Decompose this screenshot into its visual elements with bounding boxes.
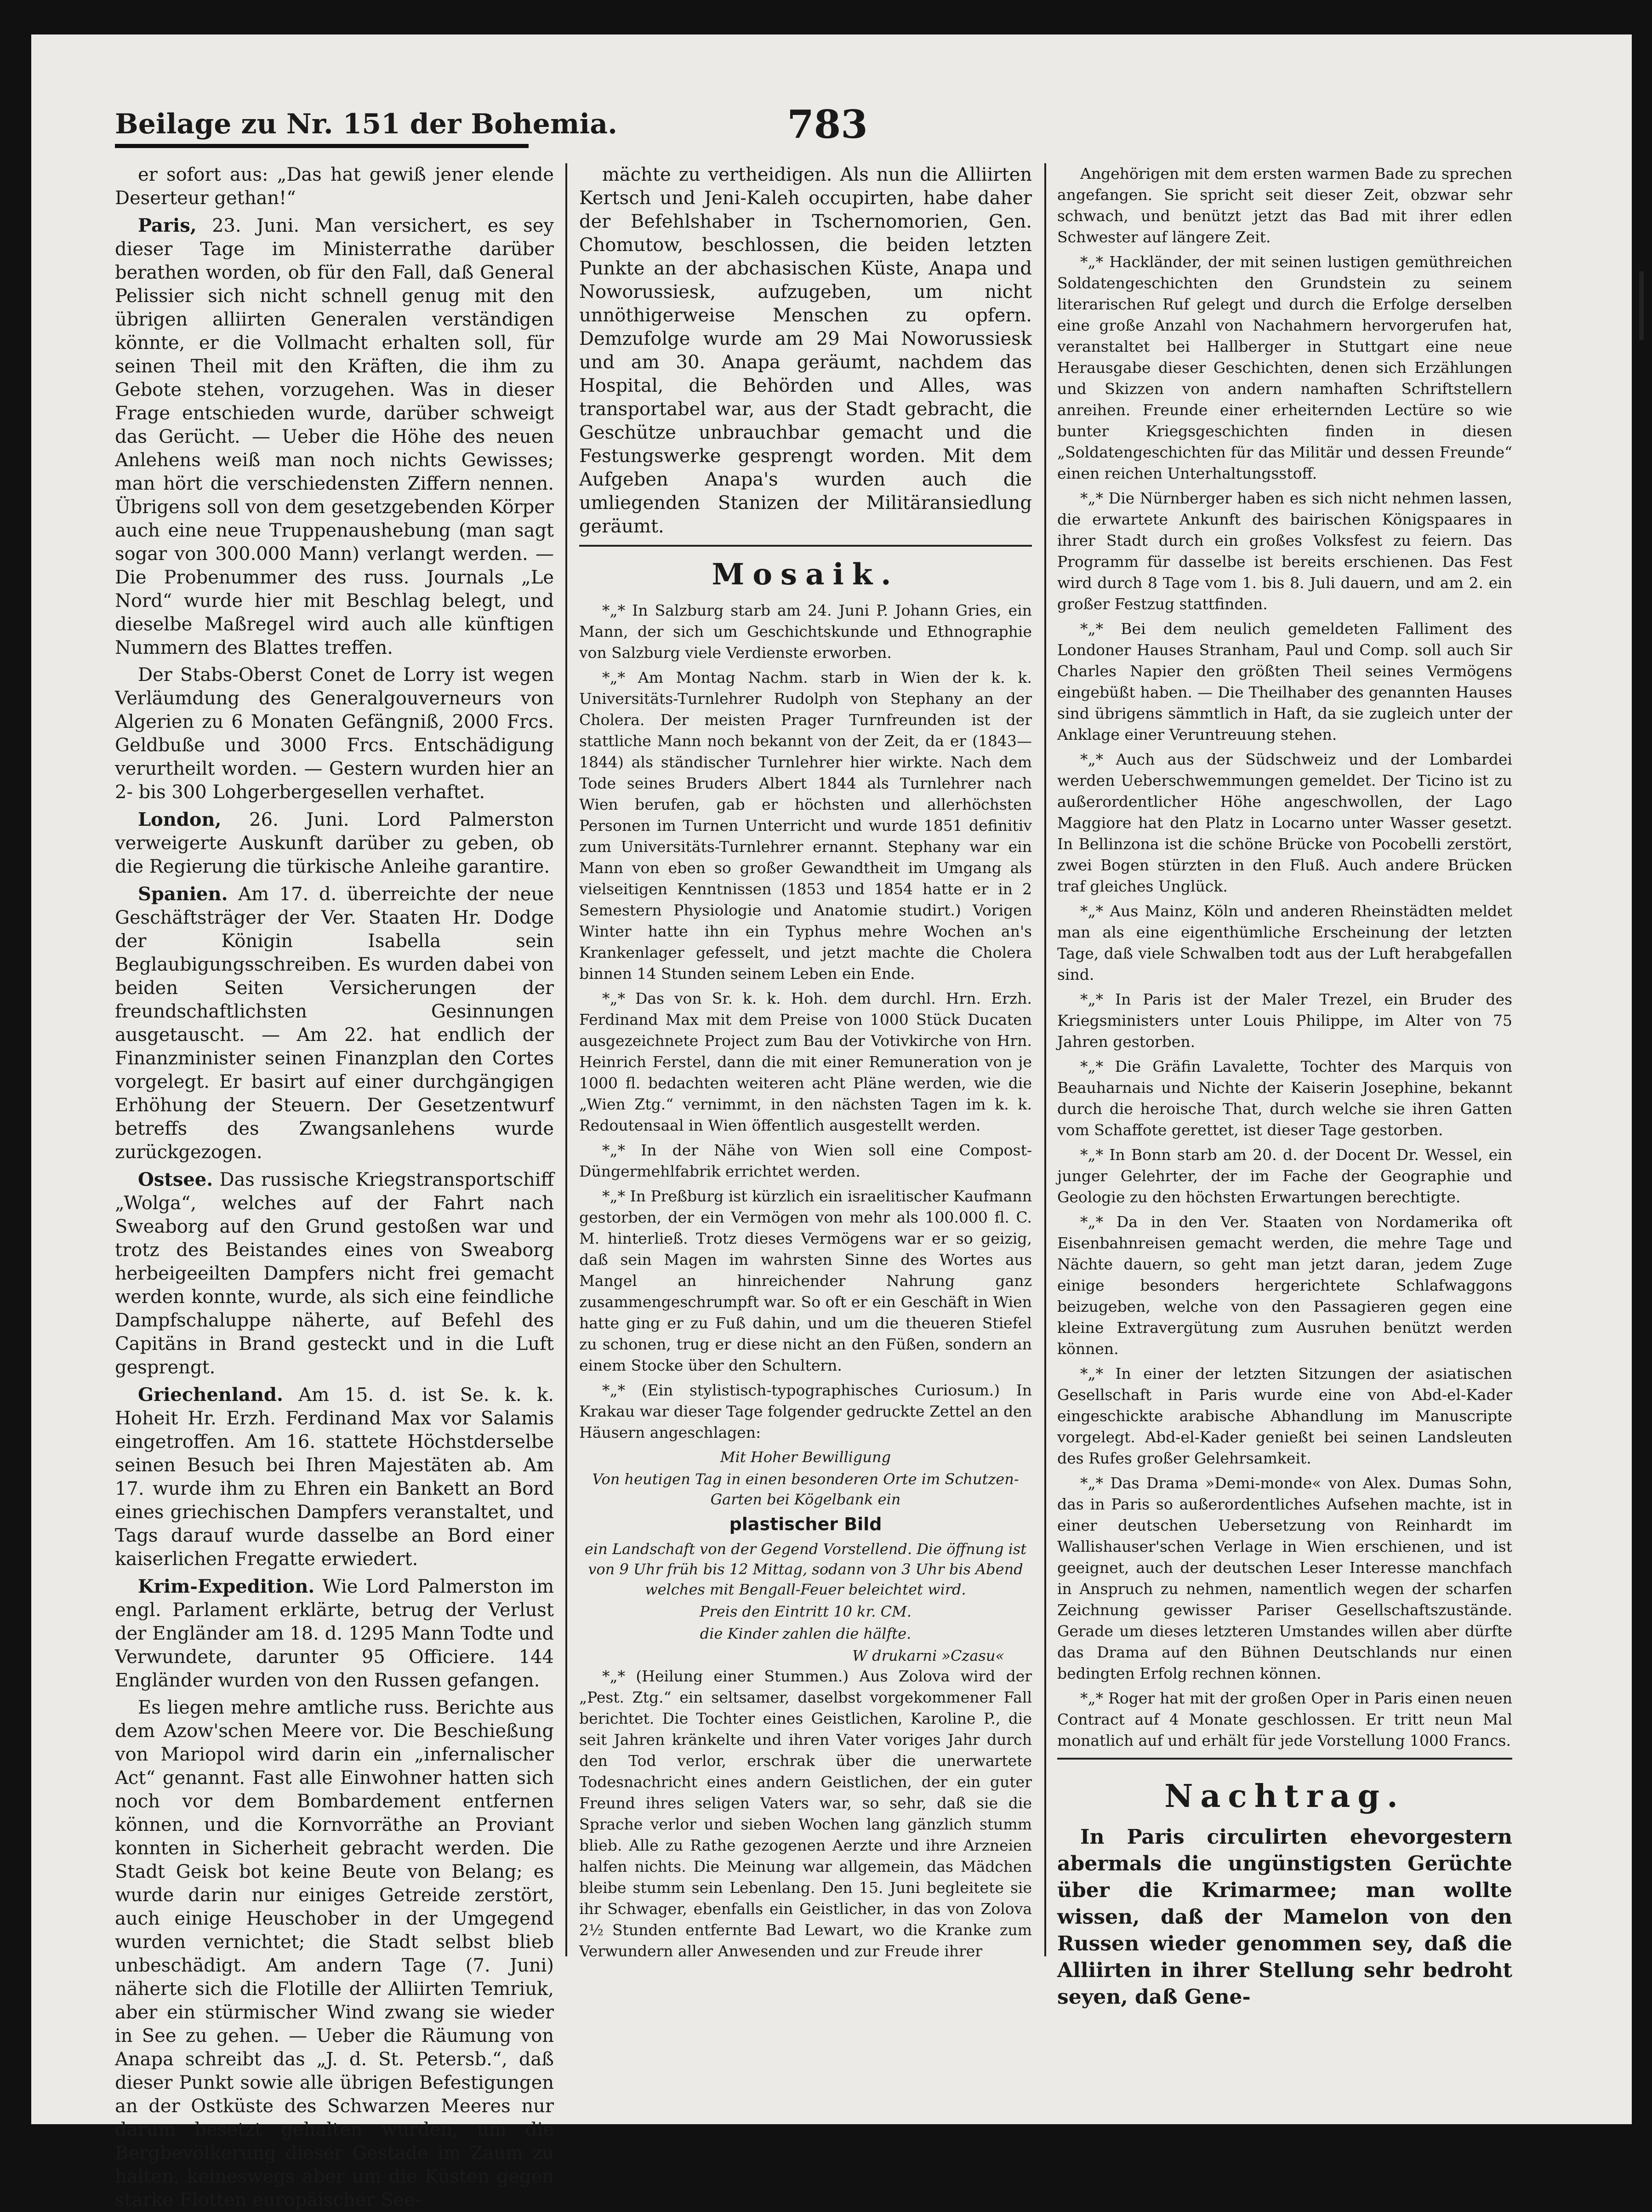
article-london: London, 26. Juni. Lord Palmerston verweigerte Auskunft darüber zu geben, ob die Regierung die türkische Anleihe garantire.	[115, 809, 554, 877]
column-rule	[565, 163, 567, 1956]
page-number: 783	[787, 102, 868, 147]
notice-signature: W drukarni »Czasu«	[852, 1647, 1004, 1664]
news-item: *„* In Salzburg starb am 24. Juni P. Johann Gries, ein Mann, der sich um Geschichtskunde und Ethnographie von Salzburg viele Verdienste erworben.	[579, 601, 1032, 662]
news-item: *„* (Ein stylistisch-typographisches Curiosum.) In Krakau war dieser Tage folgender gedruckte Zettel an den Häusern angeschlagen:	[579, 1381, 1032, 1441]
newspaper-page	[115, 99, 1512, 2211]
news-item: *„* Auch aus der Südschweiz und der Lombardei werden Ueberschwemmungen gemeldet. Der Ticino ist zu außerordentlicher Höhe angeschwollen, der Lago Maggiore hat den Platz in Locarno unter Wasser gesetzt. In Bellinzona ist die schöne Brücke von Pocobelli zerstört, zwei Bogen stürzten in den Fluß. Auch andere Brücken traf gleiches Unglück.	[1057, 750, 1512, 895]
news-item: *„* In der Nähe von Wien soll eine Compost-Düngermehlfabrik errichtet werden.	[579, 1141, 1032, 1180]
article-griechenland: Griechenland. Am 15. d. ist Se. k. k. Hoheit Hr. Erzh. Ferdinand Max vor Salamis eingetroffen. Am 16. stattete Höchstderselbe seinen Besuch bei Ihren Majestäten ab. Am 17. wurde ihm zu Ehren ein Bankett an Bord eines griechischen Dampfers veranstaltet, und Tags darauf wurde dasselbe an Bord einer kaiserlichen Fregatte erwiedert.	[115, 1384, 554, 1570]
section-title-nachtrag: Nachtrag.	[1164, 1778, 1405, 1815]
notice-line: Preis den Eintritt 10 kr. CM.	[699, 1603, 912, 1620]
scan-edge-mark	[1639, 271, 1644, 340]
news-item: *„* Aus Mainz, Köln und anderen Rheinstädten meldet man als eine eigenthümliche Erscheinung der letzten Tage, daß viele Schwalben todt aus der Luft herabgefallen sind.	[1057, 902, 1512, 983]
nachtrag-text: In Paris circulirten ehevorgestern abermals die ungünstigsten Gerüchte über die Krimarmee; man wollte wissen, daß der Mamelon von den Russen wieder genommen sey, daß die Alliirten in ihrer Stellung sehr bedroht seyen, daß Gene-	[1057, 1825, 1512, 2009]
page-header	[115, 99, 1512, 154]
article-spanien: Spanien. Am 17. d. überreichte der neue Geschäftsträger der Ver. Staaten Hr. Dodge der Königin Isabella sein Beglaubigungsschreiben. Es wurden dabei von beiden Seiten Versicherungen der freundschaftlichsten Gesinnungen ausgetauscht. — Am 22. hat endlich der Finanzminister seinen Finanzplan den Cortes vorgelegt. Er basirt auf einer durchgängigen Erhöhung der Steuern. Der Gesetzentwurf betreffs des Zwangsanlehens wurde zurückgezogen.	[115, 883, 554, 1163]
news-item: *„* In Paris ist der Maler Trezel, ein Bruder des Kriegsministers unter Louis Philippe, im Alter von 75 Jahren gestorben.	[1057, 990, 1512, 1051]
news-item: *„* In Bonn starb am 20. d. der Docent Dr. Wessel, ein junger Gelehrter, der im Fache der Geographie und Geologie zu den höchsten Erwartungen berechtigte.	[1057, 1146, 1512, 1206]
article-paragraph: er sofort aus: „Das hat gewiß jener elende Deserteur gethan!“	[115, 164, 554, 209]
mosaik-section	[579, 600, 1032, 1962]
dateline: Griechenland.	[138, 1384, 283, 1406]
notice-line: die Kinder zahlen die hälfte.	[700, 1625, 911, 1642]
article-paragraph: mächte zu vertheidigen. Als nun die Alliirten Kertsch und Jeni-Kaleh occupirten, habe daher der Befehlshaber in Tschernomorien, Gen. Chomutow, beschlossen, die beiden letzten Punkte an der abchasischen Küste, Anapa und Noworussiesk, aufzugeben, um nicht unnöthigerweise Menschen zu opfern. Demzufolge wurde am 29 Mai Noworussiesk und am 30. Anapa geräumt, nachdem das Hospital, die Behörden und Alles, was transportabel war, aus der Stadt gebracht, die Geschütze unbrauchbar gemacht und die Festungswerke gesprengt worden. Mit dem Aufgeben Anapa's wurden auch die umliegenden Stanizen der Militäransiedlung geräumt.	[579, 164, 1032, 537]
article-ostsee: Ostsee. Das russische Kriegstransportschiff „Wolga“, welches auf der Fahrt nach Sweaborg auf den Grund gestoßen war und trotz des Beistandes eines von Sweaborg herbeigeeilten Dampfers nicht frei gemacht werden konnte, wurde, als sich eine feindliche Dampfschaluppe näherte, auf Befehl des Capitäns in Brand gesteckt und in die Luft gesprengt.	[115, 1169, 554, 1378]
supplement-title: Beilage zu Nr. 151 der Bohemia.	[115, 108, 618, 140]
article-paragraph: Der Stabs-Oberst Conet de Lorry ist wegen Verläumdung des Generalgouverneurs von Algerien zu 6 Monaten Gefängniß, 2000 Frcs. Geldbuße und 3000 Frcs. Entschädigung verurtheilt worden. — Gestern wurden hier an 2- bis 300 Lohgerbergesellen verhaftet.	[115, 664, 554, 803]
column-3	[1057, 163, 1512, 2009]
column-1	[115, 163, 554, 2211]
column-rule	[1044, 163, 1046, 1956]
news-item: Angehörigen mit dem ersten warmen Bade zu sprechen angefangen. Sie spricht seit dieser Zeit, obzwar sehr schwach, und benützt jetzt das Bad mit ihrer edlen Schwester auf längere Zeit.	[1057, 165, 1512, 246]
news-item: *„* Roger hat mit der großen Oper in Paris einen neuen Contract auf 4 Monate geschlossen. Er tritt neun Mal monatlich auf und erhält für jede Vorstellung 1000 Francs.	[1057, 1689, 1512, 1749]
printed-notice	[579, 1447, 1032, 1666]
news-item: *„* Die Nürnberger haben es sich nicht nehmen lassen, die erwartete Ankunft des bairischen Königspaares in ihrer Stadt durch ein großes Volksfest zu feiern. Das Programm für dasselbe ist bereits erschienen. Das Fest wird durch 8 Tage vom 1. bis 8. Juli dauern, und am 2. ein großer Festzug stattfinden.	[1057, 489, 1512, 613]
section-rule	[1057, 1758, 1512, 1760]
news-item: *„* Bei dem neulich gemeldeten Falliment des Londoner Hauses Stranham, Paul und Comp. soll auch Sir Charles Napier den größten Theil seines Vermögens eingebüßt haben. — Die Theilhaber des genannten Hauses sind übrigens sämmtlich in Haft, da sie zugleich unter der Anklage einer Veruntreuung stehen.	[1057, 620, 1512, 743]
dateline: Spanien.	[138, 883, 228, 905]
dateline: London,	[138, 809, 222, 830]
article-paragraph: Es liegen mehre amtliche russ. Berichte aus dem Azow'schen Meere vor. Die Beschießung von Mariopol wird darin ein „infernalischer Act“ genannt. Fast alle Einwohner hatten sich noch vor dem Bombardement entfernen können, und die Kornvorräthe an Proviant konnten in Sicherheit gebracht werden. Die Stadt Geisk bot keine Beute von Belang; es wurde darin nur einiges Getreide zerstört, auch einige Heuschober in der Umgegend wurden vernichtet; die Stadt selbst blieb unbeschädigt. Am andern Tage (7. Juni) näherte sich die Flotille der Alliirten Temriuk, aber ein stürmischer Wind zwang sie wieder in See zu gehen. — Ueber die Räumung von Anapa schreibt das „J. d. St. Petersb.“, daß dieser Punkt sowie alle übrigen Befestigungen an der Ostküste des Schwarzen Meeres nur darum besetzt gehalten wurden, um die Bergbevölkerung dieser Gestade im Zaum zu halten, keineswegs aber um die Küsten gegen starke Flotten europäischer See-	[115, 1697, 554, 2211]
news-item: *„* Das Drama »Demi-monde« von Alex. Dumas Sohn, das in Paris so außerordentliches Aufsehen machte, ist in einer deutschen Uebersetzung von Reinhardt im Wallishauser'schen Verlage in Wien erschienen, und ist geeignet, auch der deutschen Leser Interesse manchfach in Anspruch zu nehmen, namentlich wegen der scharfen Zeichnung gewisser Pariser Gesellschaftszustände. Gerade um dieses letzteren Umstandes willen aber dürfte das Drama auf den Bühnen Deutschlands nur einen bedingten Erfolg rechnen können.	[1057, 1474, 1512, 1682]
news-item: *„* (Heilung einer Stummen.) Aus Zolova wird der „Pest. Ztg.“ ein seltsamer, daselbst vorgekommener Fall berichtet. Die Tochter eines Geistlichen, Karoline P., die seit Jahren kränkelte und ihren Vater voriges Jahr durch den Tod verlor, erschrak über die unerwartete Todesnachricht eines andern Geistlichen, der ein guter Freund ihres seligen Vaters war, so sehr, daß sie die Sprache verlor und sieben Wochen lang gänzlich stumm blieb. Alle zu Rathe gezogenen Aerzte und ihre Arzneien halfen nichts. Die Meinung war allgemein, das Mädchen bleibe stumm sein Lebenlang. Den 15. Juni begleitete sie ihr Schwager, ebenfalls ein Geistlicher, in das von Zolova 2½ Stunden entfernte Bad Lewart, wo die Kranke zum Verwundern aller Anwesenden und zur Freude ihrer	[579, 1667, 1032, 1960]
article-krim: Krim-Expedition. Wie Lord Palmerston im engl. Parlament erklärte, betrug der Verlust der Engländer am 18. d. 1295 Mann Todte und Verwundete, darunter 95 Officiere. 144 Engländer wurden von den Russen gefangen.	[115, 1576, 554, 1691]
news-item: *„* Die Gräfin Lavalette, Tochter des Marquis von Beauharnais und Nichte der Kaiserin Josephine, bekannt durch die heroische That, durch welche sie ihren Gatten vom Schaffote gerettet, ist dieser Tage gestorben.	[1057, 1057, 1512, 1139]
notice-title: plastischer Bild	[729, 1514, 882, 1534]
dateline: Paris,	[138, 215, 197, 236]
news-item: *„* In Preßburg ist kürzlich ein israelitischer Kaufmann gestorben, der ein Vermögen von mehr als 100.000 fl. C. M. hinterließ. Trotz dieses Vermögens war er so geizig, daß sein Magen im wahrsten Sinne des Wortes aus Mangel an hinreichender Nahrung ganz zusammengeschrumpft war. So oft er ein Geschäft in Wien hatte ging er zu Fuß dahin, und um die theueren Stiefel zu schonen, trug er diese nicht an den Füßen, sondern an einem Stocke über den Schultern.	[579, 1187, 1032, 1374]
notice-line: ein Landschaft von der Gegend Vorstellend. Die öffnung ist von 9 Uhr früh bis 12 Mittag, sodann von 3 Uhr bis Abend welches mit Bengall-Feuer beleichtet wird.	[584, 1540, 1027, 1598]
dateline: Ostsee.	[138, 1169, 213, 1190]
news-item: *„* Da in den Ver. Staaten von Nordamerika oft Eisenbahnreisen gemacht werden, die mehre Tage und Nächte dauern, so geht man jetzt daran, jedem Zuge einige besonders hergerichtete Schlafwaggons beizugeben, welche von den Passagieren gegen eine kleine Extravergütung zum Ausruhen benützt werden können.	[1057, 1213, 1512, 1358]
news-item: *„* Das von Sr. k. k. Hoh. dem durchl. Hrn. Erzh. Ferdinand Max mit dem Preise von 1000 Stück Ducaten ausgezeichnete Project zum Bau der Votivkirche von Hrn. Heinrich Ferstel, dann die mit einer Remuneration von je 1000 fl. bedachten weiteren acht Pläne werden, wie die „Wien Ztg.“ vernimmt, in den nächsten Tagen im k. k. Redoutensaal in Wien öffentlich ausgestellt werden.	[579, 989, 1032, 1134]
dateline: Krim-Expedition.	[138, 1576, 315, 1597]
news-item: *„* Am Montag Nachm. starb in Wien der k. k. Universitäts-Turnlehrer Rudolph von Stephany an der Cholera. Der meisten Prager Turnfreunden ist der stattliche Mann noch bekannt von der Zeit, da er (1843—1844) als ständischer Turnlehrer hier wirkte. Nach dem Tode seines Bruders Albert 1844 als Turnlehrer nach Wien berufen, gab er höchsten und allerhöchsten Personen im Turnen Unterricht und wurde 1851 definitiv zum Universitäts-Turnlehrer ernannt. Stephany war ein Mann von eben so großer Gewandtheit im Umgang als vielseitigen Kenntnissen (1853 und 1854 hatte er in 2 Semestern Physiologie und Anatomie studirt.) Vorigen Winter hatte ihn ein Typhus mehre Wochen an's Krankenlager gefesselt, und jetzt machte die Cholera binnen 14 Stunden seinem Leben ein Ende.	[579, 669, 1032, 983]
section-rule	[579, 545, 1032, 547]
article-paris: Paris, 23. Juni. Man versichert, es sey dieser Tage im Ministerrathe darüber berathen worden, ob für den Fall, daß General Pelissier sich nicht schnell genug mit den übrigen alliirten Generalen verständigen könnte, er die Vollmacht erhalten soll, für seinen Theil mit den Kräften, die ihm zu Gebote stehen, vorzugehen. Was in dieser Frage entschieden wurde, darüber schweigt das Gerücht. — Ueber die Höhe des neuen Anlehens weiß man noch nichts Gewisses; man hört die verschiedensten Ziffern nennen. Übrigens soll von dem gesetzgebenden Körper auch eine neue Truppenaushebung (man sagt sogar von 300.000 Mann) verlangt werden. — Die Probenummer des russ. Journals „Le Nord“ wurde hier mit Beschlag belegt, und dieselbe Maßregel wird auch alle künftigen Nummern des Blattes treffen.	[115, 215, 554, 658]
header-rule	[115, 144, 529, 148]
column-2	[579, 163, 1032, 2002]
news-item: *„* Hackländer, der mit seinen lustigen gemüthreichen Soldatengeschichten den Grundstein zu seinem literarischen Ruf gelegt und durch die Erfolge derselben eine große Anzahl von Nachahmern hervorgerufen hat, veranstaltet bei Hallberger in Stuttgart eine neue Herausgabe dieser Geschichten, denen sich Erzählungen und Skizzen von andern namhaften Schriftstellern anreihen. Freunde einer erheiternden Lectüre so wie bunter Kriegsgeschichten finden in diesen „Soldatengeschichten für das Militär und dessen Freunde“ einen reichen Unterhaltungsstoff.	[1057, 253, 1512, 482]
news-item: *„* In einer der letzten Sitzungen der asiatischen Gesellschaft in Paris wurde eine von Abd-el-Kader eingeschickte arabische Abhandlung im Manuscripte vorgelegt. Abd-el-Kader genießt bei seinen Landsleuten des Rufes großer Gelehrsamkeit.	[1057, 1365, 1512, 1467]
notice-line: Mit Hoher Bewilligung	[720, 1448, 891, 1466]
notice-line: Von heutigen Tag in einen besonderen Orte im Schutzen-Garten bei Kögelbank ein	[592, 1470, 1019, 1508]
section-title-mosaik: Mosaik.	[712, 557, 900, 592]
